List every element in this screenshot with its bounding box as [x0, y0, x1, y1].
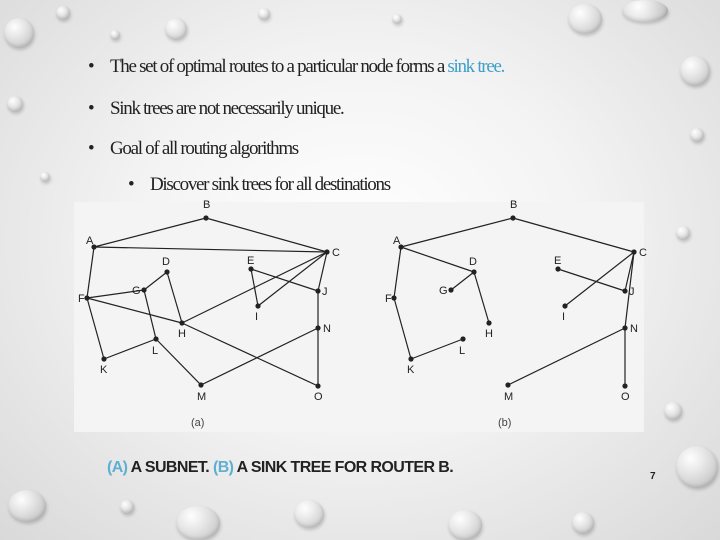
router-node-n	[315, 325, 320, 330]
router-node-b	[510, 215, 515, 220]
network-link	[565, 252, 634, 306]
network-link	[156, 339, 201, 385]
bullet-item	[88, 138, 298, 160]
router-label-o: O	[314, 391, 323, 403]
router-label-b: B	[510, 199, 518, 211]
water-drop-decoration	[568, 4, 602, 34]
router-label-f: F	[385, 293, 392, 305]
router-node-c	[631, 249, 636, 254]
router-label-l: L	[152, 345, 159, 357]
water-drop-decoration	[165, 18, 187, 40]
bullet-text: Sink trees are not necessarily unique.	[110, 98, 344, 119]
caption-tag-a: (A)	[107, 459, 128, 476]
bullet-text: Goal of all routing algorithms	[110, 138, 298, 159]
network-link	[94, 247, 327, 252]
bullet-text: Discover sink trees for all destinations	[150, 174, 390, 195]
router-node-m	[505, 382, 510, 387]
water-drop-decoration	[4, 18, 34, 48]
router-label-d: D	[469, 256, 477, 268]
network-link	[144, 272, 167, 290]
bullet-glyph: •	[88, 56, 95, 77]
water-drop-decoration	[176, 506, 220, 540]
network-link	[251, 269, 258, 306]
figure-caption	[107, 459, 453, 477]
router-label-l: L	[459, 345, 466, 357]
router-label-e: E	[247, 255, 255, 267]
bullet-glyph: •	[88, 138, 95, 159]
network-link	[411, 339, 466, 359]
router-label-a: A	[393, 235, 401, 247]
router-label-e: E	[554, 255, 562, 267]
network-link	[144, 290, 156, 339]
network-link	[167, 272, 182, 323]
router-node-h	[486, 320, 491, 325]
water-drop-decoration	[40, 172, 50, 182]
bullet-text: The set of optimal routes to a particular node forms a	[110, 56, 448, 77]
water-drop-decoration	[110, 30, 120, 40]
router-node-g	[141, 287, 146, 292]
router-label-k: K	[407, 364, 415, 376]
router-label-g: G	[439, 285, 448, 297]
network-link	[394, 298, 411, 359]
router-node-g	[448, 287, 453, 292]
router-label-m: M	[197, 391, 207, 403]
water-drop-decoration	[56, 6, 70, 20]
router-label-c: C	[332, 247, 340, 259]
router-node-l	[460, 336, 465, 341]
router-label-c: C	[639, 247, 647, 259]
router-label-n: N	[630, 323, 638, 335]
router-label-n: N	[323, 323, 331, 335]
router-node-c	[324, 249, 329, 254]
caption-text-a: A SUBNET.	[127, 459, 213, 476]
router-label-g: G	[132, 285, 141, 297]
water-drop-decoration	[572, 512, 594, 534]
panel-label: (a)	[191, 417, 205, 429]
network-link	[394, 247, 401, 298]
router-node-d	[164, 269, 169, 274]
water-drop-decoration	[622, 0, 668, 22]
router-label-j: J	[322, 286, 328, 298]
router-node-h	[179, 320, 184, 325]
router-label-o: O	[621, 391, 630, 403]
router-node-m	[198, 382, 203, 387]
water-drop-decoration	[676, 226, 690, 240]
water-drop-decoration	[294, 500, 324, 528]
router-node-i	[255, 303, 260, 308]
router-node-j	[315, 288, 320, 293]
router-node-e	[555, 266, 560, 271]
router-label-f: F	[78, 293, 85, 305]
router-label-h: H	[485, 328, 493, 340]
water-drop-decoration	[676, 446, 718, 488]
router-node-e	[248, 266, 253, 271]
network-link	[87, 298, 182, 323]
router-node-i	[562, 303, 567, 308]
router-label-h: H	[178, 328, 186, 340]
network-link	[401, 218, 513, 247]
network-link	[182, 323, 318, 386]
router-label-k: K	[100, 364, 108, 376]
network-diagram	[74, 199, 647, 432]
router-node-j	[622, 288, 627, 293]
router-node-k	[101, 356, 106, 361]
bullet-glyph: •	[128, 174, 135, 195]
bullet-accent-text: sink tree.	[447, 56, 505, 77]
router-label-b: B	[203, 199, 211, 211]
caption-tag-b: (B)	[212, 459, 234, 476]
caption-text-b: A SINK TREE FOR ROUTER B.	[233, 459, 454, 476]
network-link	[451, 272, 474, 290]
router-label-m: M	[504, 391, 514, 403]
network-link	[104, 339, 159, 359]
water-drop-decoration	[8, 490, 46, 522]
sub-bullet-item	[128, 174, 390, 196]
water-drop-decoration	[664, 402, 682, 420]
page-number: 7	[650, 471, 656, 482]
router-node-o	[315, 383, 320, 388]
network-link	[401, 247, 474, 272]
panel-label: (b)	[498, 417, 512, 429]
router-label-j: J	[629, 286, 635, 298]
router-node-n	[622, 325, 627, 330]
network-figure	[74, 199, 647, 432]
network-link	[558, 269, 625, 291]
router-label-i: I	[255, 311, 259, 323]
water-drop-decoration	[258, 8, 270, 20]
router-label-i: I	[562, 311, 566, 323]
network-link	[474, 272, 489, 323]
water-drop-decoration	[690, 128, 704, 142]
water-drop-decoration	[448, 510, 482, 540]
network-link	[513, 218, 634, 252]
water-drop-decoration	[120, 500, 134, 514]
router-label-a: A	[86, 235, 94, 247]
router-node-b	[203, 215, 208, 220]
router-node-o	[622, 383, 627, 388]
router-node-d	[471, 269, 476, 274]
bullet-item	[88, 56, 504, 78]
bullet-glyph: •	[88, 98, 95, 119]
network-link	[87, 298, 104, 359]
router-node-k	[408, 356, 413, 361]
water-drop-decoration	[7, 96, 23, 112]
router-node-l	[153, 336, 158, 341]
network-link	[201, 328, 318, 385]
water-drop-decoration	[680, 56, 710, 86]
router-label-d: D	[162, 256, 170, 268]
network-link	[87, 247, 94, 298]
router-node-f	[391, 295, 396, 300]
bullet-item	[88, 98, 343, 120]
network-link	[206, 218, 327, 252]
network-link	[258, 252, 327, 306]
network-link	[94, 218, 206, 247]
water-drop-decoration	[392, 14, 402, 24]
router-node-f	[84, 295, 89, 300]
network-link	[508, 328, 625, 385]
